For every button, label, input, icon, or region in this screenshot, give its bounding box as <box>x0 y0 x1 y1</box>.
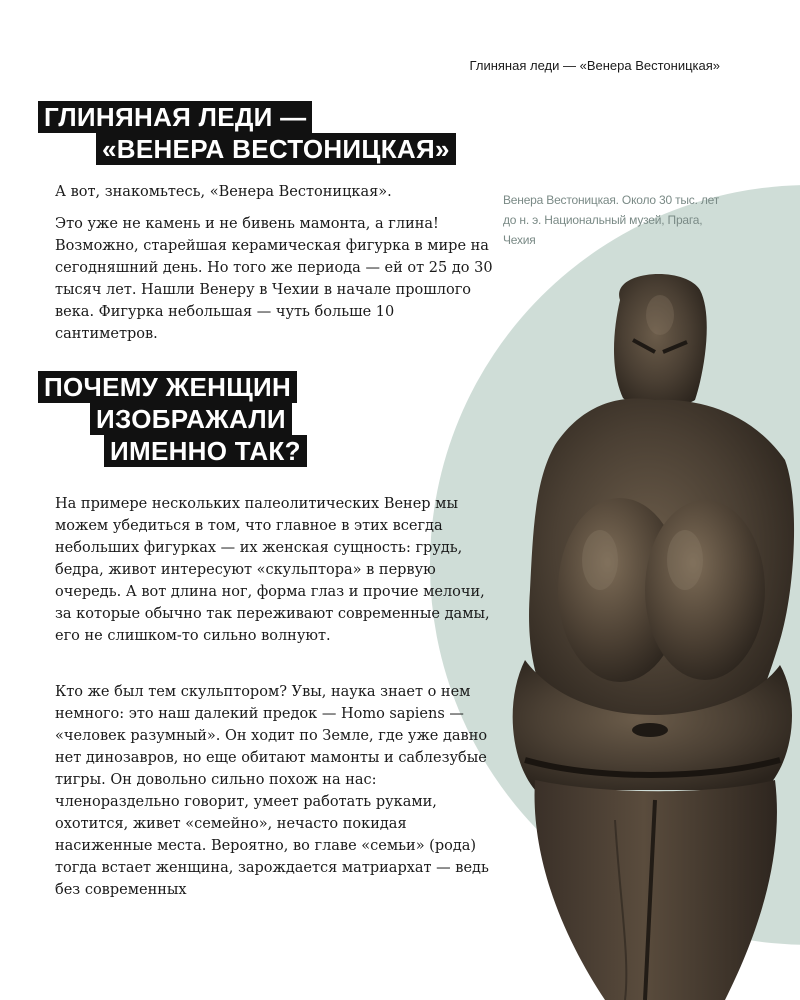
body-paragraph: Это уже не камень и не бивень мамонта, а глина! Возможно, старейшая керамическая фигурка в мире на сегодняшний день. Но того же периода — ей от 25 до 30 тысяч лет. Нашли Венеру в Чехии в начале прошлого века. Фигурка небольшая — чуть больше 10 сантиметров. <box>55 216 493 342</box>
image-caption: Венера Вестоницкая. Около 30 тыс. лет до н. э. Национальный музей, Прага, Чехия <box>503 193 720 247</box>
running-head: Глиняная леди — «Венера Вестоницкая» <box>469 58 720 73</box>
body-paragraph: Кто же был тем скульптором? Увы, наука знает о нем немного: это наш далекий предок — Homo sapiens — «человек разумный». Он ходит по Земле, где уже давно нет динозавров, но еще обитают мамонты и саблезубые тигры. Он довольно сильно похож на нас: членораздельно говорит, умеет работать руками, охотится, живет «семейно», нечасто покидая насиженные места. Вероятно, во главе «семьи» (рода) тогда встает женщина, зарождается матриархат — ведь без современных <box>55 684 489 898</box>
headline-why-women <box>38 371 307 467</box>
headline-line: ГЛИНЯНАЯ ЛЕДИ — <box>38 101 312 133</box>
body-paragraph: А вот, знакомьтесь, «Венера Вестоницкая». <box>55 184 392 200</box>
headline-line: ИМЕННО ТАК? <box>104 435 307 467</box>
headline-clay-lady <box>38 101 456 165</box>
headline-line: «ВЕНЕРА ВЕСТОНИЦКАЯ» <box>96 133 456 165</box>
body-paragraph: На примере нескольких палеолитических Венер мы можем убедиться в том, что главное в этих всегда небольших фигурках — их женская сущность: грудь, бедра, живот интересуют «скульптора» в первую очередь. А вот длина ног, форма глаз и прочие мелочи, за которые обычно так переживают современные дамы, его не слишком-то сильно волнуют. <box>55 496 490 644</box>
headline-line: ИЗОБРАЖАЛИ <box>90 403 292 435</box>
headline-line: ПОЧЕМУ ЖЕНЩИН <box>38 371 297 403</box>
venus-figurine-image <box>495 260 800 1000</box>
